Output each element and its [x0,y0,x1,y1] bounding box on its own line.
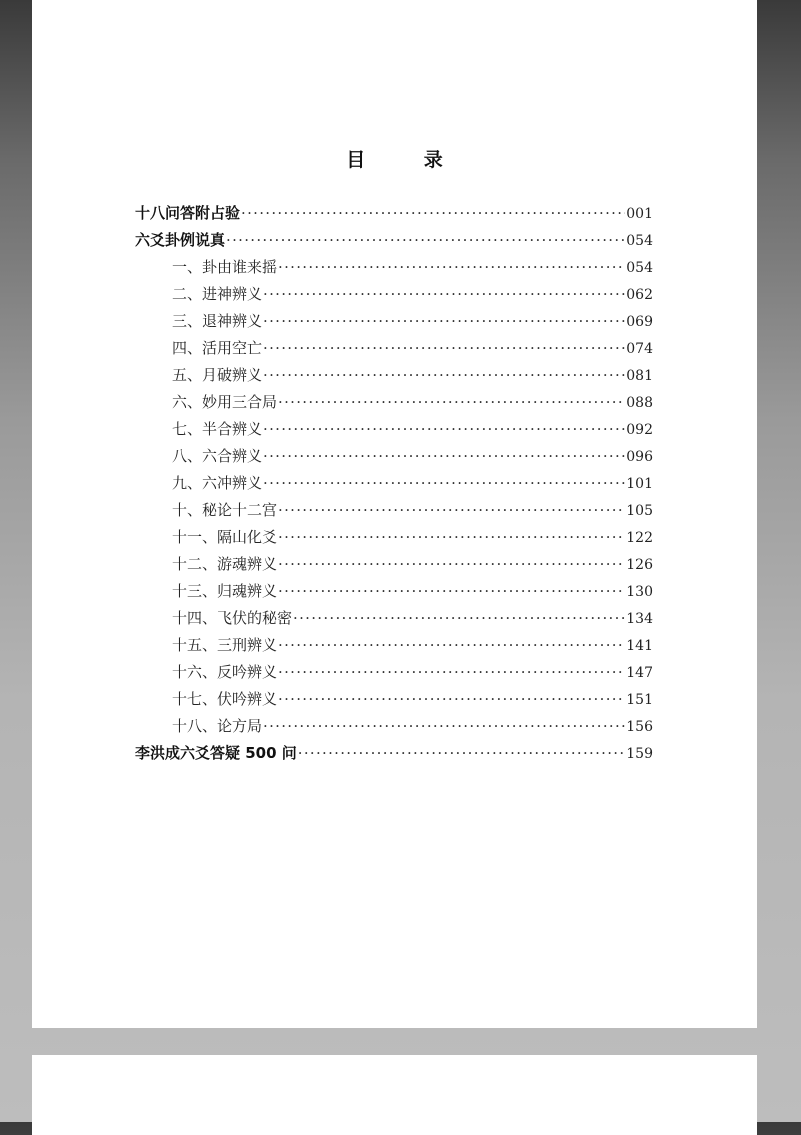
toc-entry[interactable] [135,470,653,497]
dot-leader [278,389,625,416]
toc-entry-page-number: 147 [626,665,653,681]
toc-entry[interactable] [135,281,653,308]
toc-entry-page-number: 156 [626,719,653,735]
dot-leader [278,524,625,551]
dot-leader [278,254,625,281]
toc-entry-label: 十二、游魂辨义 [172,555,278,573]
toc-entry-label: 三、退神辨义 [172,312,263,330]
toc-entry-label: 十七、伏吟辨义 [172,690,278,708]
toc-entry-label: 十一、隔山化爻 [172,528,278,546]
dot-leader [278,659,625,686]
toc-entry-page-number: 159 [626,746,653,762]
toc-entry-label: 李洪成六爻答疑 500 问 [135,744,297,762]
toc-entry[interactable] [135,416,653,443]
toc-entry-label: 十三、归魂辨义 [172,582,278,600]
toc-title: 目 录 [346,149,469,171]
toc-entry-page-number: 074 [626,341,653,357]
toc-entry-label: 十、秘论十二宫 [172,501,278,519]
toc-entry-label: 十八、论方局 [172,717,263,735]
toc-entry-label: 六爻卦例说真 [135,231,226,249]
toc-entry-page-number: 134 [626,611,653,627]
toc-entry[interactable] [135,524,653,551]
toc-entry[interactable] [135,551,653,578]
dot-leader [278,578,625,605]
toc-entry-label: 二、进神辨义 [172,285,263,303]
toc-entry-page-number: 062 [626,287,653,303]
toc-entry-label: 四、活用空亡 [172,339,263,357]
toc-entry-page-number: 001 [626,206,653,222]
toc-entry[interactable] [135,389,653,416]
toc-entry[interactable] [135,200,653,227]
toc-entry[interactable] [135,605,653,632]
document-page [32,0,757,1028]
dot-leader [263,362,625,389]
toc-entry[interactable] [135,632,653,659]
toc-entry[interactable] [135,578,653,605]
dot-leader [278,632,625,659]
toc-entry-page-number: 141 [626,638,653,654]
toc-entry-label: 七、半合辨义 [172,420,263,438]
toc-entry-label: 十八问答附占验 [135,204,241,222]
toc-entry-page-number: 088 [626,395,653,411]
dot-leader [298,740,626,767]
toc-entry-page-number: 130 [626,584,653,600]
toc-entry-page-number: 126 [626,557,653,573]
toc-entry-page-number: 122 [626,530,653,546]
toc-entry[interactable] [135,497,653,524]
toc-entry[interactable] [135,308,653,335]
dot-leader [263,443,625,470]
dot-leader [278,686,625,713]
toc-entry-page-number: 092 [626,422,653,438]
toc-entry-label: 五、月破辨义 [172,366,263,384]
dot-leader [278,497,625,524]
toc-entry-label: 一、卦由谁来摇 [172,258,278,276]
toc-entry-label: 六、妙用三合局 [172,393,278,411]
next-document-page [32,1055,757,1135]
toc-entry-label: 十四、飞伏的秘密 [172,609,293,627]
toc-entry-page-number: 105 [626,503,653,519]
dot-leader [263,713,625,740]
dot-leader [293,605,625,632]
toc-entry-page-number: 151 [626,692,653,708]
dot-leader [226,227,625,254]
toc-entry-page-number: 054 [626,260,653,276]
dot-leader [241,200,625,227]
toc-entry[interactable] [135,227,653,254]
toc-entry[interactable] [135,335,653,362]
toc-entry[interactable] [135,713,653,740]
dot-leader [263,470,625,497]
toc-entry[interactable] [135,443,653,470]
toc-entry[interactable] [135,362,653,389]
toc-entry-label: 八、六合辨义 [172,447,263,465]
toc-entry-label: 十六、反吟辨义 [172,663,278,681]
toc-entry[interactable] [135,686,653,713]
toc-entry-page-number: 069 [626,314,653,330]
toc-entry-page-number: 054 [626,233,653,249]
toc-entry-page-number: 101 [626,476,653,492]
dot-leader [263,335,625,362]
toc-entry-label: 九、六冲辨义 [172,474,263,492]
toc-entry-page-number: 096 [626,449,653,465]
toc-entry[interactable] [135,659,653,686]
dot-leader [263,416,625,443]
dot-leader [263,281,625,308]
toc-entry-label: 十五、三刑辨义 [172,636,278,654]
toc-entry-page-number: 081 [626,368,653,384]
toc-entry[interactable] [135,254,653,281]
toc-entry[interactable] [135,740,653,767]
dot-leader [278,551,625,578]
table-of-contents [135,200,653,767]
dot-leader [263,308,625,335]
